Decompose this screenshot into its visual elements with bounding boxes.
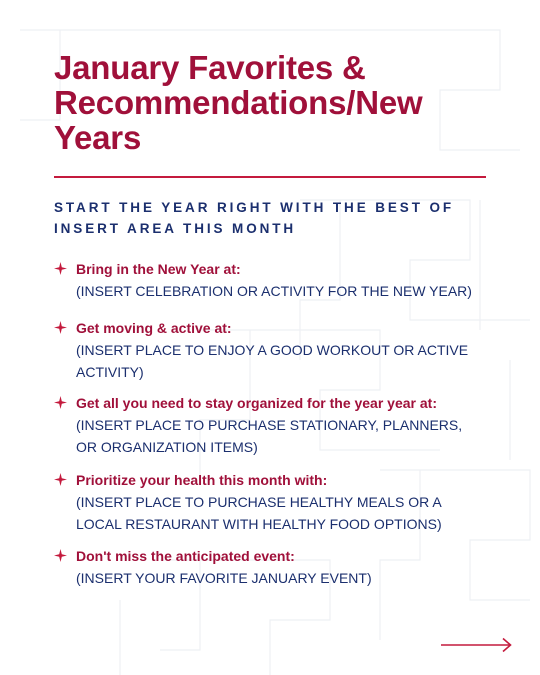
arrow-right-icon[interactable] [441,637,513,653]
title-divider [54,176,486,178]
item-heading: Prioritize your health this month with: [76,472,328,488]
page-title: January Favorites & Recommendations/New Years [54,49,423,156]
item-detail: (INSERT CELEBRATION OR ACTIVITY FOR THE NEW YEAR) [76,283,472,299]
sparkle-icon [54,396,67,409]
item-heading: Don't miss the anticipated event: [76,548,295,564]
subtitle: START THE YEAR RIGHT WITH THE BEST OF INSERT AREA THIS MONTH [54,200,455,236]
sparkle-icon [54,473,67,486]
item-heading: Bring in the New Year at: [76,261,241,277]
item-detail: (INSERT YOUR FAVORITE JANUARY EVENT) [76,570,372,586]
item-detail: (INSERT PLACE TO ENJOY A GOOD WORKOUT OR ACTIVE ACTIVITY) [76,342,469,380]
item-heading: Get all you need to stay organized for the year year at: [76,395,437,411]
item-heading: Get moving & active at: [76,320,232,336]
item-detail: (INSERT PLACE TO PURCHASE STATIONARY, PLANNERS, OR ORGANIZATION ITEMS) [76,417,463,455]
item-detail: (INSERT PLACE TO PURCHASE HEALTHY MEALS OR A LOCAL RESTAURANT WITH HEALTHY FOOD OPTIONS) [76,494,442,532]
sparkle-icon [54,262,67,275]
sparkle-icon [54,321,67,334]
sparkle-icon [54,549,67,562]
